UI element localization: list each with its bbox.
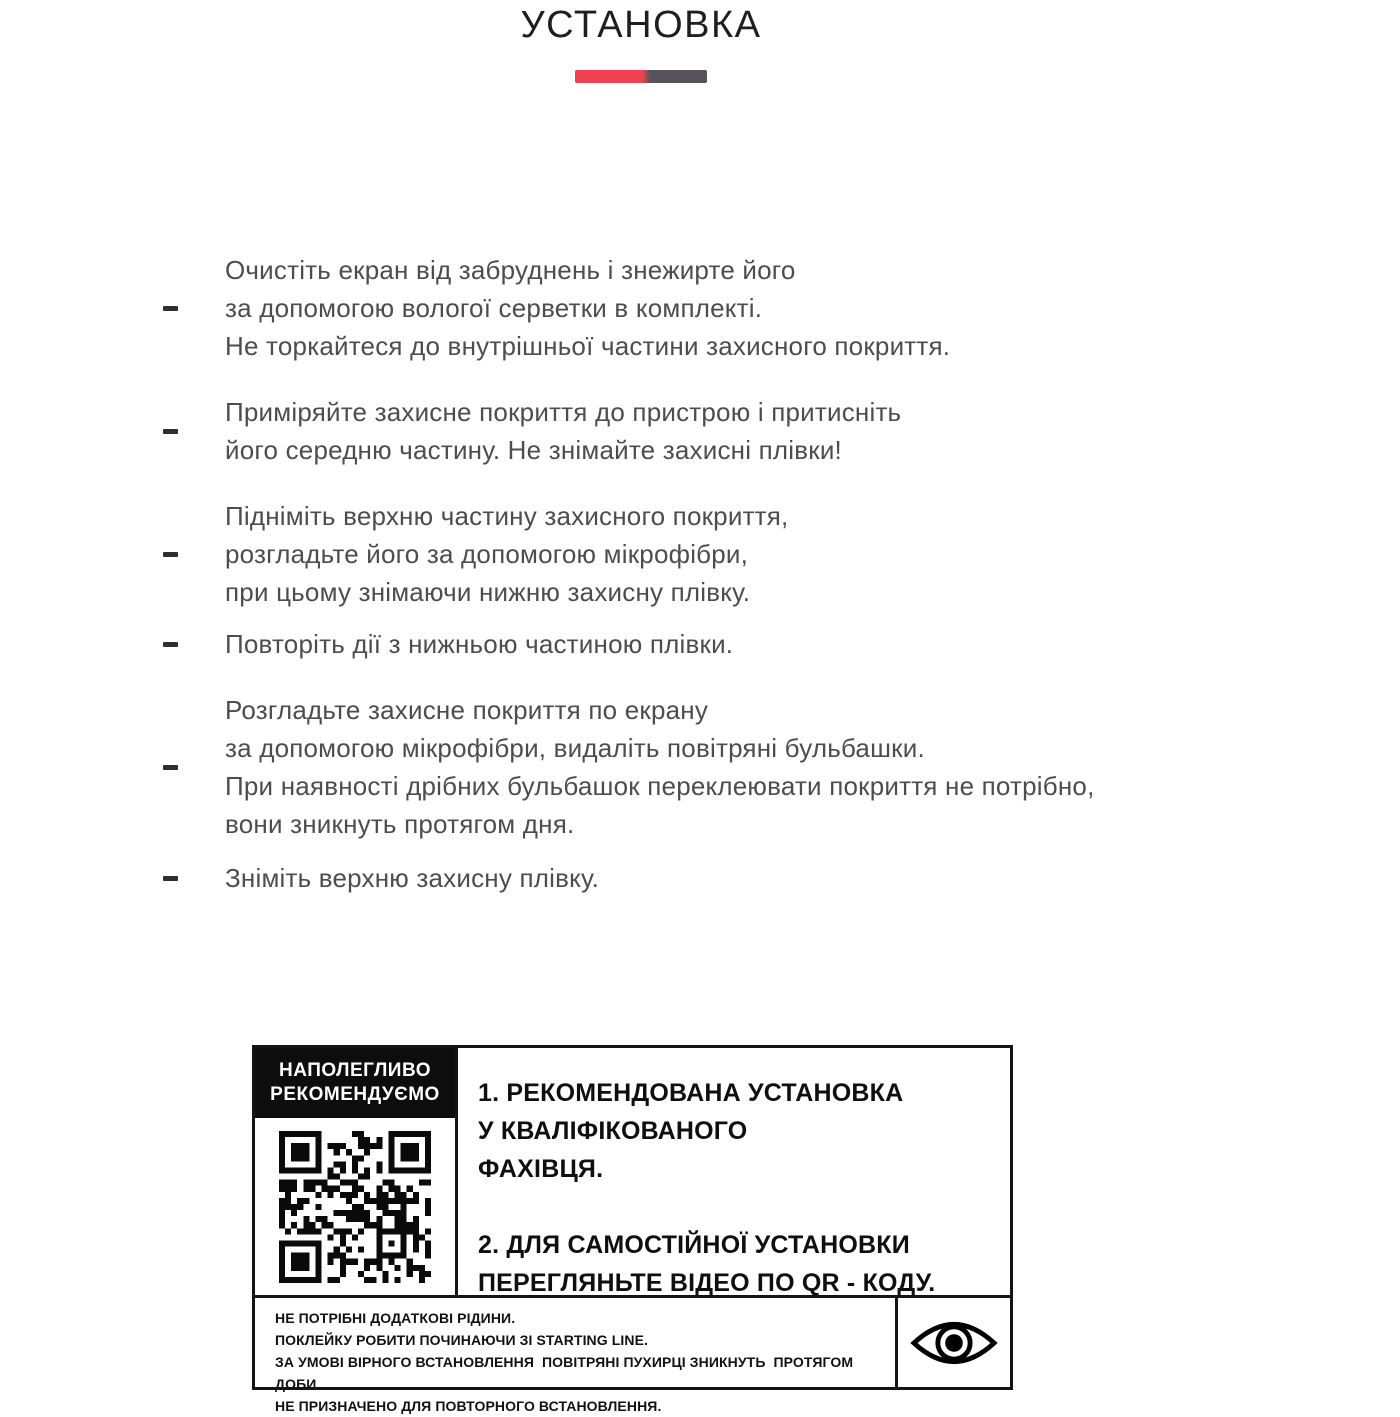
step-text: [225, 393, 1193, 469]
step-item: [163, 251, 1193, 365]
step-text: [225, 497, 1193, 611]
strongly-recommend-badge: [255, 1048, 455, 1118]
step-item: [163, 691, 1193, 843]
step-item: [163, 625, 1193, 663]
step-line: Приміряйте захисне покриття до пристрою і притисніть: [225, 397, 902, 427]
step-line: розгладьте його за допомогою мікрофібри,: [225, 539, 749, 569]
step-marker-column: [163, 691, 225, 843]
step-marker-column: [163, 251, 225, 365]
step-text: [225, 691, 1193, 843]
step-line: Зніміть верхню захисну плівку.: [225, 863, 600, 893]
recommendation-item: [478, 1074, 998, 1188]
step-line: Підніміть верхню частину захисного покриття,: [225, 501, 789, 531]
recommendation-box-main: [255, 1048, 1010, 1298]
step-line: При наявності дрібних бульбашок переклеювати покриття не потрібно,: [225, 771, 1095, 801]
recommendation-box: [252, 1045, 1013, 1414]
footnote-line: НЕ ПОТРІБНІ ДОДАТКОВІ РІДИНИ.: [275, 1310, 516, 1326]
recommendation-items: [458, 1048, 1010, 1295]
step-line: Розгладьте захисне покриття по екрану: [225, 695, 709, 725]
step-item: [163, 859, 1193, 897]
recommendation-line: 1. РЕКОМЕНДОВАНА УСТАНОВКА: [478, 1079, 904, 1107]
step-item: [163, 393, 1193, 469]
dash-bullet-icon: [163, 876, 178, 881]
step-item: [163, 497, 1193, 611]
dash-bullet-icon: [163, 552, 178, 557]
step-marker-column: [163, 625, 225, 663]
installation-steps: [163, 251, 1193, 925]
qr-code-icon: [279, 1131, 431, 1283]
recommendation-item: [478, 1226, 998, 1302]
badge-line-2: РЕКОМЕНДУЄМО: [270, 1084, 440, 1105]
dash-bullet-icon: [163, 765, 178, 770]
step-line: вони зникнуть протягом дня.: [225, 809, 575, 839]
recommendation-line: У КВАЛІФІКОВАНОГО: [478, 1117, 748, 1145]
eye-icon: [910, 1314, 998, 1372]
step-line: за допомогою мікрофібри, видаліть повітряні бульбашки.: [225, 733, 925, 763]
dash-bullet-icon: [163, 642, 178, 647]
step-line: при цьому знімаючи нижню захисну плівку.: [225, 577, 751, 607]
title-divider-bar: [575, 70, 707, 83]
recommendation-line: 2. ДЛЯ САМОСТІЙНОЇ УСТАНОВКИ: [478, 1231, 910, 1259]
step-marker-column: [163, 497, 225, 611]
footnote-line: ЗА УМОВІ ВІРНОГО ВСТАНОВЛЕННЯ ПОВІТРЯНІ ПУХИРЦІ ЗНИКНУТЬ ПРОТЯГОМ ДОБИ.: [275, 1354, 858, 1392]
recommendation-line: ФАХІВЦЯ.: [478, 1155, 604, 1183]
footnote-line: ПОКЛЕЙКУ РОБИТИ ПОЧИНАЮЧИ ЗІ STARTING LINE.: [275, 1332, 649, 1348]
step-line: за допомогою вологої серветки в комплекті.: [225, 293, 763, 323]
step-text: [225, 251, 1193, 365]
step-text: [225, 625, 1193, 663]
page-title: УСТАНОВКА: [520, 4, 762, 46]
footnote-line: НЕ ПРИЗНАЧЕНО ДЛЯ ПОВТОРНОГО ВСТАНОВЛЕННЯ.: [275, 1398, 662, 1414]
step-line: Не торкайтеся до внутрішньої частини захисного покриття.: [225, 331, 951, 361]
qr-code-area: [255, 1118, 455, 1295]
recommendation-box-footer: [255, 1298, 1010, 1414]
badge-line-1: НАПОЛЕГЛИВО: [279, 1060, 431, 1081]
dash-bullet-icon: [163, 429, 178, 434]
recommendation-box-left-panel: [255, 1048, 458, 1295]
footnotes: [255, 1298, 895, 1414]
step-text: [225, 859, 1193, 897]
step-marker-column: [163, 393, 225, 469]
step-line: його середню частину. Не знімайте захисні плівки!: [225, 435, 842, 465]
eye-icon-cell: [895, 1298, 1010, 1387]
dash-bullet-icon: [163, 306, 178, 311]
step-marker-column: [163, 859, 225, 897]
step-line: Повторіть дії з нижньою частиною плівки.: [225, 629, 734, 659]
step-line: Очистіть екран від забруднень і знежирте його: [225, 255, 796, 285]
recommendation-line: ПЕРЕГЛЯНЬТЕ ВІДЕО ПО QR - КОДУ.: [478, 1269, 936, 1297]
